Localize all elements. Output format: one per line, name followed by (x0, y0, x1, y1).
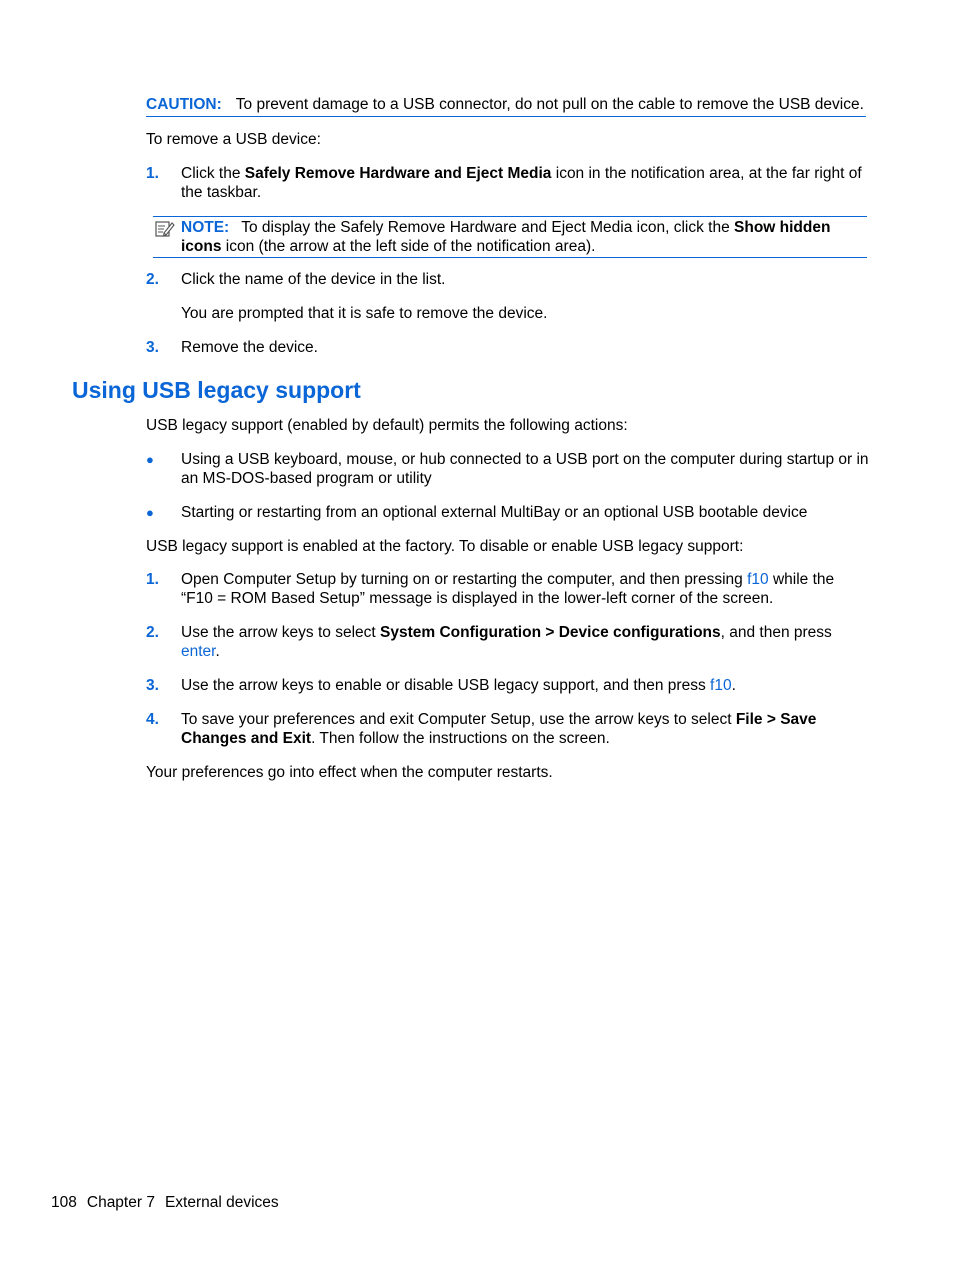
caution-box (146, 95, 866, 117)
step-number: 3. (146, 677, 159, 694)
remove-step-2: Click the name of the device in the list. (181, 271, 446, 288)
key-enter: enter (181, 643, 216, 660)
bullet-item-1: Using a USB keyboard, mouse, or hub connected to a USB port on the computer during startup or in an MS-DOS-based program or utility (181, 451, 869, 487)
legacy-step-1: Open Computer Setup by turning on or restarting the computer, and then pressing f10 while the “F10 = ROM Based Setup” message is displayed in the lower-left corner of the screen. (181, 571, 835, 607)
safely-remove-label: Safely Remove Hardware and Eject Media (244, 165, 552, 182)
page-number: 108 (51, 1194, 77, 1211)
remove-step-3: Remove the device. (181, 339, 318, 356)
key-f10: f10 (747, 571, 769, 588)
step-number: 1. (146, 571, 159, 588)
note-text: NOTE: To display the Safely Remove Hardware and Eject Media icon, click the Show hidden icons icon (the arrow at the left side of the notification area). (181, 219, 831, 255)
section-intro: USB legacy support (enabled by default) permits the following actions: (146, 417, 628, 434)
section-title: Using USB legacy support (72, 377, 361, 403)
bullet-icon: ● (146, 452, 154, 467)
chapter-label: Chapter 7 (86, 1194, 155, 1211)
page-footer (51, 1193, 289, 1212)
caution-text: To prevent damage to a USB connector, do not pull on the cable to remove the USB device. (235, 96, 864, 113)
note-pencil-icon (155, 220, 175, 238)
remove-intro: To remove a USB device: (146, 131, 321, 148)
note-label: NOTE: (181, 219, 230, 236)
remove-step-1: Click the Safely Remove Hardware and Eject Media icon in the notification area, at the far right of the taskbar. (181, 165, 862, 201)
chapter-title: External devices (164, 1194, 279, 1211)
step-number: 2. (146, 271, 159, 288)
factory-text: USB legacy support is enabled at the factory. To disable or enable USB legacy support: (146, 538, 744, 555)
caution-label: CAUTION: (146, 96, 222, 113)
bullet-item-2: Starting or restarting from an optional external MultiBay or an optional USB bootable device (181, 504, 808, 521)
legacy-step-3: Use the arrow keys to enable or disable USB legacy support, and then press f10. (181, 677, 736, 694)
key-f10: f10 (710, 677, 732, 694)
step-number: 4. (146, 711, 159, 728)
step-number: 2. (146, 624, 159, 641)
note-box (153, 216, 867, 258)
step-number: 3. (146, 339, 159, 356)
bullet-icon: ● (146, 505, 154, 520)
prompt-text: You are prompted that it is safe to remove the device. (181, 305, 548, 322)
step-number: 1. (146, 165, 159, 182)
show-hidden-icons-label: Show hidden icons (181, 219, 831, 255)
file-save-label: File > Save Changes and Exit (181, 711, 817, 747)
closing-text: Your preferences go into effect when the computer restarts. (146, 764, 553, 781)
legacy-step-4: To save your preferences and exit Computer Setup, use the arrow keys to select File > Save Changes and Exit. Then follow the instructions on the screen. (181, 711, 817, 747)
legacy-step-2: Use the arrow keys to select System Configuration > Device configurations, and then press enter. (181, 624, 832, 660)
system-config-label: System Configuration > Device configurations (380, 624, 721, 641)
